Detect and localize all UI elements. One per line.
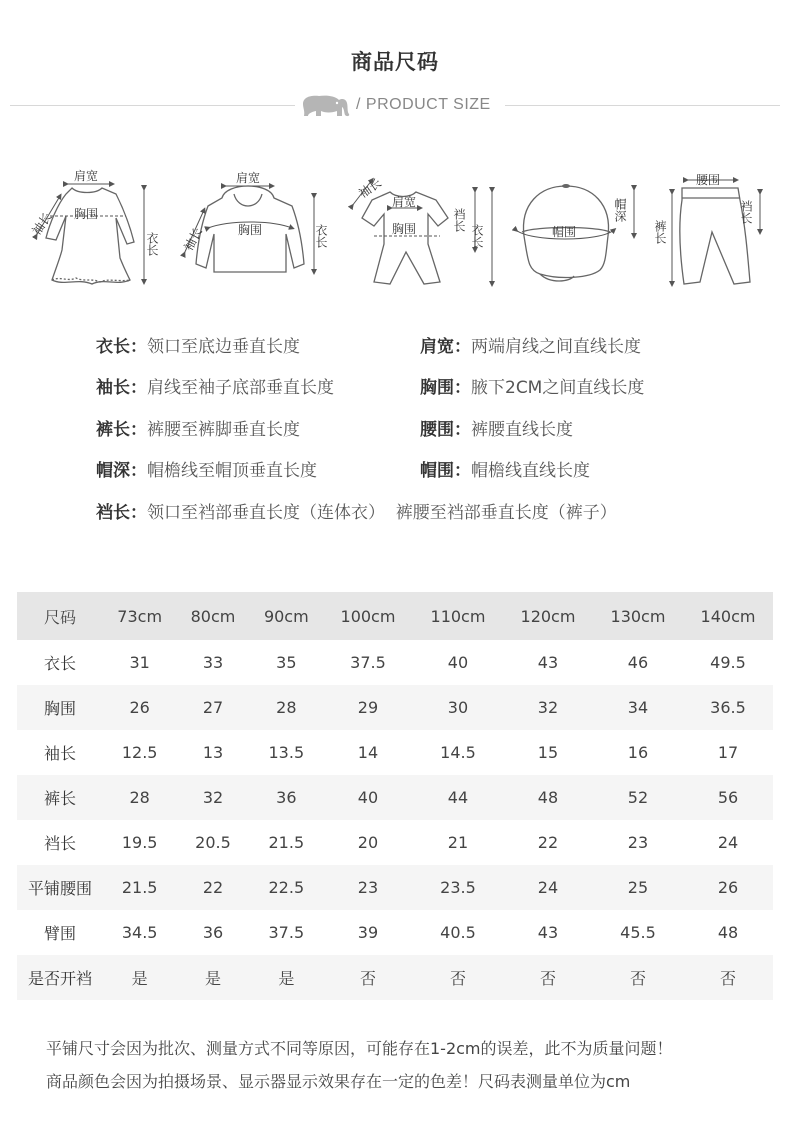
table-cell: 13.5 (268, 743, 305, 762)
table-cell: 39 (357, 923, 379, 942)
table-cell: 40.5 (440, 923, 476, 942)
definition-label: 袖长： (96, 378, 147, 398)
definition-text: 帽檐线至帽顶垂直长度 (147, 461, 317, 481)
table-cell: 31 (129, 653, 150, 672)
table-row (17, 775, 773, 820)
table-cell: 22.5 (268, 878, 305, 897)
table-cell: 23 (357, 878, 379, 897)
table-row (17, 955, 773, 1000)
definition-text: 肩线至袖子底部垂直长度 (147, 378, 334, 398)
table-cell: 否 (359, 969, 376, 988)
row-header: 平铺腰围 (27, 879, 92, 898)
definition-item (420, 415, 573, 441)
definition-text: 两端肩线之间直线长度 (471, 337, 641, 357)
table-cell: 32 (537, 698, 559, 717)
table-cell: 40 (447, 653, 469, 672)
table-cell: 26 (129, 698, 150, 717)
table-cell: 56 (717, 788, 739, 807)
row-header: 是否开裆 (27, 969, 92, 988)
pants-length-label: 裤长 (653, 220, 667, 244)
definition-item (420, 373, 644, 399)
table-cell: 22 (537, 833, 559, 852)
column-header: 140cm (700, 606, 756, 626)
garment-illustrations (0, 160, 790, 300)
table-cell: 52 (627, 788, 649, 807)
table-body (17, 640, 773, 1000)
definition-label: 帽深： (96, 461, 147, 481)
table-cell: 48 (537, 788, 559, 807)
elephant-icon (297, 94, 353, 120)
row-header: 裆长 (43, 834, 76, 853)
definition-text: 领口至裆部垂直长度（连体衣） 裤腰至裆部垂直长度（裤子） (147, 503, 617, 523)
definition-label: 胸围： (420, 378, 471, 398)
definition-label: 腰围： (420, 420, 471, 440)
table-cell: 34 (627, 698, 649, 717)
definition-item (96, 373, 334, 399)
table-cell: 否 (539, 969, 556, 988)
table-cell: 24 (717, 833, 739, 852)
table-cell: 28 (276, 698, 297, 717)
table-cell: 21.5 (121, 878, 158, 897)
table-cell: 16 (627, 743, 649, 762)
table-cell: 46 (627, 653, 649, 672)
column-header: 尺码 (43, 607, 76, 627)
table-header-row (17, 592, 773, 640)
table-cell: 43 (537, 653, 559, 672)
table-row (17, 640, 773, 685)
table-cell: 34.5 (121, 923, 158, 942)
table-cell: 28 (129, 788, 150, 807)
romper-crotch-label: 裆长 (452, 208, 466, 232)
table-cell: 23 (627, 833, 649, 852)
table-cell: 21 (447, 833, 469, 852)
hoodie-length-label: 衣长 (314, 224, 328, 248)
romper-chest-label: 胸围 (392, 222, 417, 236)
definition-text: 裤腰至裤脚垂直长度 (147, 420, 300, 440)
cap-circumference-label: 帽围 (552, 225, 577, 239)
hoodie-shoulder-label: 肩宽 (236, 171, 261, 185)
table-cell: 25 (627, 878, 649, 897)
row-header: 袖长 (43, 744, 76, 763)
table-row (17, 685, 773, 730)
note-line: 商品颜色会因为拍摄场景、显示器显示效果存在一定的色差！尺码表测量单位为cm (46, 1072, 631, 1091)
table-cell: 14 (357, 743, 379, 762)
table-cell: 33 (202, 653, 224, 672)
note-line: 平铺尺寸会因为批次、测量方式不同等原因，可能存在1-2cm的误差，此不为质量问题！ (46, 1039, 673, 1058)
column-header: 120cm (520, 606, 576, 626)
page-subtitle: / PRODUCT SIZE (356, 96, 491, 113)
table-cell: 否 (629, 969, 646, 988)
table-cell: 是 (278, 969, 295, 988)
definition-item (420, 332, 641, 358)
table-cell: 22 (202, 878, 224, 897)
definition-text: 裤腰直线长度 (471, 420, 573, 440)
definition-item (96, 456, 317, 482)
row-header: 胸围 (43, 699, 76, 718)
table-cell: 36 (202, 923, 224, 942)
table-cell: 13 (202, 743, 224, 762)
row-header: 裤长 (43, 789, 76, 808)
table-cell: 37.5 (350, 653, 386, 672)
table-cell: 30 (447, 698, 469, 717)
table-cell: 20 (357, 833, 379, 852)
table-cell: 45.5 (620, 923, 656, 942)
hoodie-sleeve-label: 袖长 (181, 225, 205, 254)
table-cell: 48 (717, 923, 739, 942)
definition-text: 腋下2CM之间直线长度 (471, 378, 645, 398)
table-cell: 21.5 (268, 833, 305, 852)
table-cell: 15 (537, 743, 559, 762)
table-row (17, 865, 773, 910)
table-cell: 29 (357, 698, 379, 717)
row-header: 臂围 (43, 924, 76, 943)
table-cell: 14.5 (440, 743, 476, 762)
column-header: 80cm (190, 606, 236, 626)
definition-item (96, 415, 300, 441)
table-cell: 是 (131, 969, 148, 988)
table-cell: 17 (717, 743, 739, 762)
definition-label: 肩宽： (420, 337, 471, 357)
table-row (17, 730, 773, 775)
table-cell: 12.5 (121, 743, 158, 762)
column-header: 90cm (263, 606, 309, 626)
dress-length-label: 衣长 (145, 232, 159, 256)
subtitle-row (10, 94, 780, 118)
hoodie-chest-label: 胸围 (238, 223, 263, 237)
table-cell: 35 (276, 653, 297, 672)
cap-depth-label: 帽深 (613, 198, 627, 222)
size-table (17, 592, 773, 1000)
table-cell: 20.5 (195, 833, 231, 852)
table-cell: 40 (357, 788, 379, 807)
table-row (17, 910, 773, 955)
table-cell: 43 (537, 923, 559, 942)
page-title: 商品尺码 (351, 50, 439, 74)
table-cell: 19.5 (121, 833, 158, 852)
table-row (17, 820, 773, 865)
definition-label: 裆长： (96, 503, 147, 523)
romper-length-label: 衣长 (470, 224, 484, 248)
pants-crotch-label: 裆长 (739, 200, 753, 224)
column-header: 110cm (430, 606, 486, 626)
table-cell: 37.5 (268, 923, 305, 942)
romper-sleeve-label: 袖长 (356, 175, 384, 201)
definition-item (96, 332, 300, 358)
table-cell: 36.5 (710, 698, 746, 717)
definition-item (96, 498, 617, 524)
table-cell: 否 (719, 969, 736, 988)
definition-label: 帽围： (420, 461, 471, 481)
table-cell: 32 (202, 788, 224, 807)
table-cell: 24 (537, 878, 559, 897)
table-cell: 49.5 (710, 653, 746, 672)
dress-chest-label: 胸围 (74, 207, 99, 221)
table-cell: 27 (202, 698, 224, 717)
table-cell: 26 (717, 878, 739, 897)
definition-item (420, 456, 590, 482)
dress-illustration (46, 188, 134, 284)
table-cell: 36 (276, 788, 297, 807)
definition-label: 衣长： (96, 337, 147, 357)
column-header: 130cm (610, 606, 666, 626)
column-header: 100cm (340, 606, 396, 626)
pants-waist-label: 腰围 (696, 173, 721, 187)
table-cell: 是 (204, 969, 221, 988)
definition-label: 裤长： (96, 420, 147, 440)
table-cell: 23.5 (440, 878, 476, 897)
romper-shoulder-label: 肩宽 (392, 195, 417, 209)
column-header: 73cm (117, 606, 163, 626)
table-cell: 否 (449, 969, 466, 988)
definition-text: 领口至底边垂直长度 (147, 337, 300, 357)
divider-left (10, 105, 295, 106)
notes (46, 1032, 766, 1098)
divider-right (505, 105, 780, 106)
definition-text: 帽檐线直线长度 (471, 461, 590, 481)
row-header: 衣长 (43, 654, 76, 673)
dress-shoulder-label: 肩宽 (74, 169, 99, 183)
dress-sleeve-label: 袖长 (29, 210, 55, 238)
table-cell: 44 (447, 788, 469, 807)
